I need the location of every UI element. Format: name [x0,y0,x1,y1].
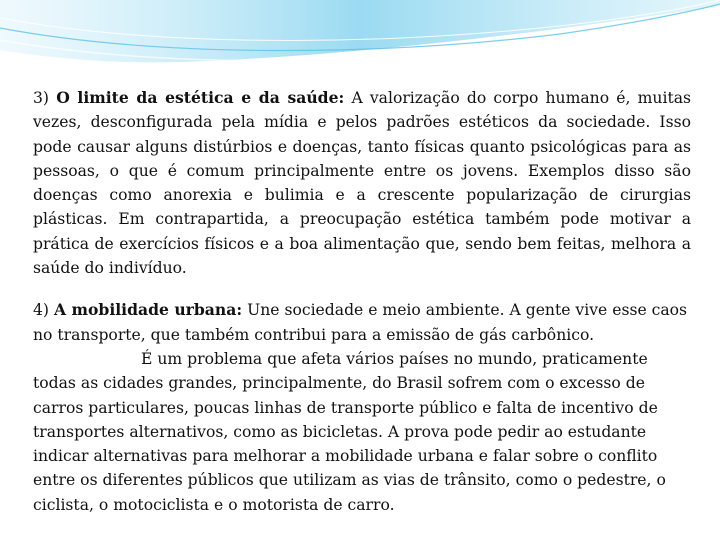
item-4-paragraph [33,298,691,517]
item-4-body-part2: É um problema que afeta vários países no mundo, praticamente todas as cidades grandes, principalmente, do Brasil sofrem com o excesso de carros particulares, poucas linhas de transporte público e falta de incentivo de transportes alternativos, como as bicicletas. A prova pode pedir ao estudante indicar alternativas para melhorar a mobilidade urbana e falar sobre o conflito entre os diferentes públicos que utilizam as vias de trânsito, como o pedestre, o ciclista, o motociclista e o motorista de carro. [33,349,666,514]
item-3-paragraph [33,86,691,280]
item-3-body: A valorização do corpo humano é, muitas vezes, desconfigurada pela mídia e pelos padrões estéticos da sociedade. Isso pode causar alguns distúrbios e doenças, tanto físicas quanto psicológicas para as pessoas, o que é comum principalmente entre os jovens. Exemplos disso são doenças como anorexia e bulimia e a crescente popularização de cirurgias plásticas. Em contrapartida, a preocupação estética também pode motivar a prática de exercícios físicos e a boa alimentação que, sendo bem feitas, melhora a saúde do indivíduo. [33,89,692,278]
item-4-title: A mobilidade urbana: [53,300,243,320]
item-3-number: 3) [33,89,50,107]
header-swoosh-decoration [0,0,720,80]
item-4-body-part1: Une sociedade e meio ambiente. A gente vive esse caos no transporte, que também contribui para a emissão de gás carbônico. [33,301,688,344]
item-4-number: 4) [33,301,50,320]
item-3-title: O limite da estética e da saúde: [56,88,345,107]
slide-content [33,86,691,517]
